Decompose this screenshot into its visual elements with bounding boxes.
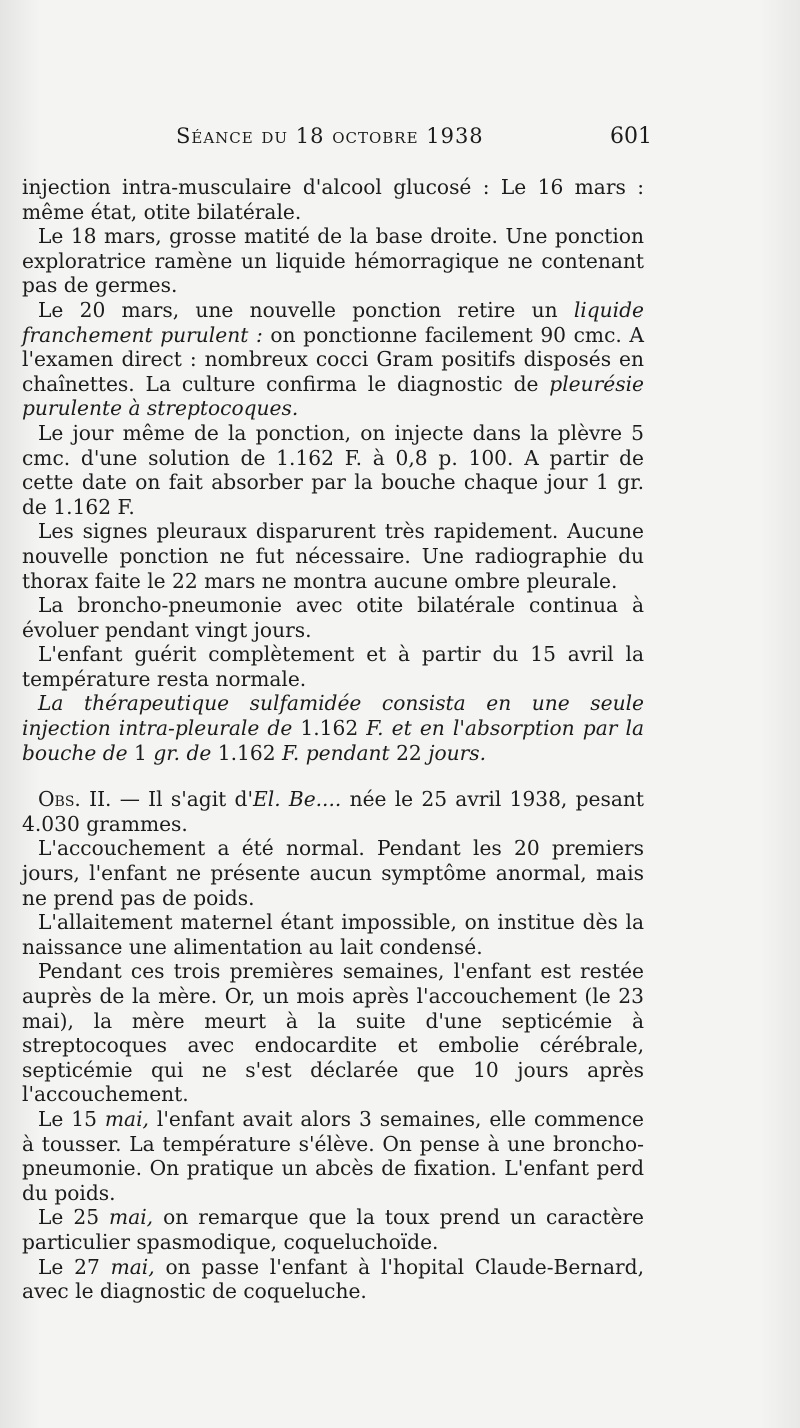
paragraph bbox=[22, 910, 644, 959]
text-run: 1.162 bbox=[211, 740, 283, 765]
text-run: — Il s'agit d' bbox=[111, 787, 253, 812]
text-run: 1 bbox=[127, 740, 154, 765]
italic-text: F. et en l'absorption par la bouche de bbox=[22, 716, 644, 765]
paragraph bbox=[22, 224, 644, 298]
italic-text: liquide franchement purulent : bbox=[22, 297, 644, 347]
text-run: L'enfant guérit complètement et à partir du 15 avril la température resta normale. bbox=[22, 642, 644, 691]
italic-text: El. Be.... bbox=[253, 787, 342, 812]
running-title-day: 18 bbox=[295, 124, 325, 148]
paragraph bbox=[22, 1255, 644, 1304]
text-run: Pendant ces trois premières semaines, l'enfant est restée auprès de la mère. Or, un mois après l'accouchement (le 23 mai), la mère meurt à la suite d'une septicémie à streptocoques avec endocardite et embolie cérébrale, septicémie qui ne s'est déclarée que 10 jours après l'accouchement. bbox=[22, 959, 644, 1107]
running-title-year: 1938 bbox=[426, 124, 484, 148]
paragraph bbox=[22, 691, 644, 765]
italic-text: mai, bbox=[110, 1254, 155, 1279]
paragraph bbox=[22, 519, 644, 593]
page-header bbox=[0, 124, 800, 158]
paragraph bbox=[22, 1205, 644, 1254]
paragraph bbox=[22, 836, 644, 910]
text-run: Le 15 bbox=[38, 1106, 105, 1131]
text-run: née le 25 avril 1938, pesant 4.030 grammes. bbox=[22, 787, 644, 836]
text-run: Le 20 mars, une nouvelle ponction retire un bbox=[38, 297, 574, 322]
text-run: on passe l'enfant à l'hopital Claude-Bernard, avec le diagnostic de coqueluche. bbox=[22, 1254, 644, 1304]
text-run: Le jour même de la ponction, on injecte dans la plèvre 5 cmc. d'une solution de 1.162 F. à 0,8 p. 100. A partir de cette date on fait absorber par la bouche chaque jour 1 gr. de 1.162 F. bbox=[22, 420, 644, 519]
running-title bbox=[176, 124, 484, 148]
paragraph bbox=[22, 175, 644, 224]
paragraph bbox=[22, 959, 644, 1107]
text-run: on ponctionne facilement 90 cmc. A l'examen direct : nombreux cocci Gram positifs disposés en chaînettes. La culture confirma le diagnostic de bbox=[22, 322, 644, 396]
italic-text: gr. de bbox=[153, 740, 212, 765]
italic-text: mai, bbox=[104, 1106, 149, 1131]
text-run: Les signes pleuraux disparurent très rapidement. Aucune nouvelle ponction ne fut nécessaire. Une radiographie du thorax faite le 22 mars ne montra aucune ombre pleurale. bbox=[22, 519, 644, 593]
text-run: 22 bbox=[389, 740, 429, 765]
paragraph bbox=[22, 298, 644, 421]
paragraph bbox=[22, 1107, 644, 1205]
running-title-month: octobre bbox=[332, 124, 419, 148]
text-run: Obs. II. bbox=[38, 787, 112, 812]
italic-text: pleurésie purulente à streptocoques. bbox=[22, 371, 644, 421]
text-run: 1.162 bbox=[292, 716, 367, 741]
text-run: injection intra-musculaire d'alcool glucosé : Le 16 mars : même état, otite bilatérale. bbox=[22, 175, 644, 224]
text-run: Le 25 bbox=[38, 1205, 110, 1230]
paragraph bbox=[22, 593, 644, 642]
text-run: on remarque que la toux prend un caractère particulier spasmodique, coqueluchoïde. bbox=[22, 1205, 645, 1254]
italic-text: La thérapeutique sulfamidée consista en une seule injection intra-pleurale de bbox=[22, 691, 644, 741]
text-run: L'allaitement maternel étant impossible, on institue dès la naissance une alimentation au lait condensé. bbox=[22, 910, 644, 959]
italic-text: mai, bbox=[109, 1205, 154, 1230]
paragraph bbox=[22, 787, 644, 836]
italic-text: jours. bbox=[428, 740, 487, 765]
italic-text: F. pendant bbox=[282, 740, 390, 765]
running-title-prefix: Séance du bbox=[176, 124, 289, 148]
text-run: Le 18 mars, grosse matité de la base droite. Une ponction exploratrice ramène un liquide hémorragique ne contenant pas de germes. bbox=[22, 224, 644, 298]
text-run: La broncho-pneumonie avec otite bilatérale continua à évoluer pendant vingt jours. bbox=[22, 593, 644, 642]
body-text bbox=[22, 175, 644, 1304]
paragraph bbox=[22, 421, 644, 519]
text-run: l'enfant avait alors 3 semaines, elle commence à tousser. La température s'élève. On pense à une broncho-pneumonie. On pratique un abcès de fixation. L'enfant perd du poids. bbox=[22, 1106, 645, 1205]
paragraph bbox=[22, 642, 644, 691]
text-run: Le 27 bbox=[38, 1254, 111, 1279]
text-run: L'accouchement a été normal. Pendant les 20 premiers jours, l'enfant ne présente aucun symptôme anormal, mais ne prend pas de poids. bbox=[22, 836, 644, 910]
page-number: 601 bbox=[610, 124, 652, 149]
